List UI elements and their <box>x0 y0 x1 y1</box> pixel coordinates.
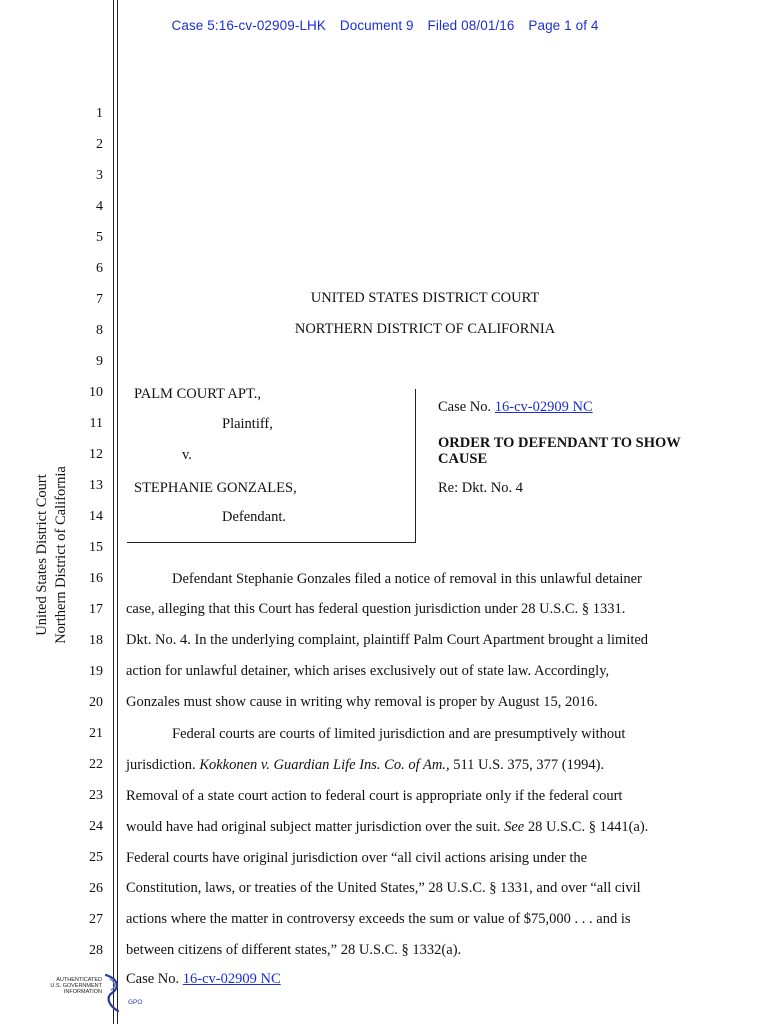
line-number: 21 <box>89 726 103 741</box>
side-caption-court: United States District Court <box>34 474 50 636</box>
body-line-22-cite: , 511 U.S. 375, 377 (1994). <box>445 757 605 773</box>
gpo-line-2: U.S. GOVERNMENT <box>50 983 102 989</box>
header-document: Document 9 <box>339 18 414 33</box>
gpo-line-3: INFORMATION <box>63 989 102 995</box>
body-line-24-text: would have had original subject matter jurisdiction over the suit. <box>126 819 505 835</box>
line-number: 23 <box>89 788 103 803</box>
line-number: 6 <box>96 261 103 276</box>
body-line-18: Dkt. No. 4. In the underlying complaint, plaintiff Palm Court Apartment brought a limited <box>126 632 649 648</box>
order-title-line1: ORDER TO DEFENDANT TO SHOW <box>438 435 681 451</box>
court-name: UNITED STATES DISTRICT COURT <box>310 290 540 306</box>
plaintiff-name: PALM COURT APT., <box>134 386 261 402</box>
body-line-23: Removal of a state court action to federal court is appropriate only if the federal court <box>126 788 623 804</box>
gpo-seal-text <box>44 977 102 995</box>
line-number: 22 <box>89 757 103 772</box>
margin-rule-left-inner <box>117 0 118 1024</box>
court-district: NORTHERN DISTRICT OF CALIFORNIA <box>294 321 556 337</box>
defendant-role: Defendant. <box>222 509 287 525</box>
plaintiff-role: Plaintiff, <box>222 416 273 432</box>
footer-case-number-label: Case No. <box>126 971 180 987</box>
line-number: 1 <box>96 106 103 121</box>
line-number: 26 <box>89 881 103 896</box>
line-number: 28 <box>89 943 103 958</box>
body-line-25: Federal courts have original jurisdiction over “all civil actions arising under the <box>126 850 588 866</box>
line-number: 12 <box>89 447 103 462</box>
line-number: 4 <box>96 199 103 214</box>
body-line-22 <box>126 757 604 774</box>
line-number: 27 <box>89 912 103 927</box>
gpo-authentication-seal <box>44 973 143 1013</box>
header-page-number: Page 1 of 4 <box>528 18 599 33</box>
gpo-line-1: AUTHENTICATED <box>56 977 102 983</box>
line-number: 7 <box>96 292 103 307</box>
line-number: 11 <box>89 416 103 431</box>
page-header <box>0 18 770 33</box>
line-number: 8 <box>96 323 103 338</box>
line-number: 16 <box>89 571 103 586</box>
line-number: 24 <box>89 819 103 834</box>
case-citation-kokkonen: Kokkonen v. Guardian Life Ins. Co. of Am. <box>199 757 446 773</box>
versus: v. <box>182 447 192 463</box>
line-number: 2 <box>96 137 103 152</box>
body-line-20: Gonzales must show cause in writing why removal is proper by August 15, 2016. <box>126 694 598 710</box>
body-line-21: Federal courts are courts of limited jurisdiction and are presumptively without <box>172 726 626 742</box>
body-line-17: case, alleging that this Court has federal question jurisdiction under 28 U.S.C. § 1331. <box>126 601 626 617</box>
line-number: 18 <box>89 633 103 648</box>
body-line-28: between citizens of different states,” 28 U.S.C. § 1332(a). <box>126 942 462 958</box>
line-number: 13 <box>89 478 103 493</box>
gpo-eagle-icon <box>102 973 128 1013</box>
body-line-27: actions where the matter in controversy exceeds the sum or value of $75,000 . . . and is <box>126 911 631 927</box>
body-line-19: action for unlawful detainer, which arises exclusively out of state law. Accordingly, <box>126 663 610 679</box>
margin-rule-left-outer <box>113 0 114 1024</box>
line-number: 10 <box>89 385 103 400</box>
caption-divider-horizontal <box>127 542 416 543</box>
line-number: 5 <box>96 230 103 245</box>
defendant-name: STEPHANIE GONZALES, <box>134 480 297 496</box>
header-filed-date: Filed 08/01/16 <box>427 18 515 33</box>
line-number: 17 <box>89 602 103 617</box>
case-number-link[interactable]: 16-cv-02909 NC <box>494 399 593 415</box>
signal-see: See <box>504 819 525 835</box>
line-number: 3 <box>96 168 103 183</box>
case-number-label: Case No. <box>438 399 492 415</box>
line-number: 9 <box>96 354 103 369</box>
body-line-24-cite: 28 U.S.C. § 1441(a). <box>524 819 649 835</box>
body-line-16: Defendant Stephanie Gonzales filed a notice of removal in this unlawful detainer <box>172 571 642 587</box>
caption-divider-vertical <box>415 389 416 543</box>
header-case-number: Case 5:16-cv-02909-LHK <box>171 18 327 33</box>
side-caption <box>33 435 71 675</box>
body-line-22-text: jurisdiction. <box>126 757 200 773</box>
footer-case-number <box>126 971 281 988</box>
body-line-24 <box>126 819 648 836</box>
case-number-line <box>438 399 593 416</box>
re-docket: Re: Dkt. No. 4 <box>438 480 523 496</box>
line-number: 14 <box>89 509 103 524</box>
footer-case-number-link[interactable]: 16-cv-02909 NC <box>182 971 281 987</box>
order-title-line2: CAUSE <box>438 451 488 467</box>
gpo-mark: GPO <box>128 999 143 1006</box>
line-number: 20 <box>89 695 103 710</box>
line-number: 19 <box>89 664 103 679</box>
line-number: 15 <box>89 540 103 555</box>
line-number: 25 <box>89 850 103 865</box>
side-caption-district: Northern District of California <box>53 466 69 644</box>
body-line-26: Constitution, laws, or treaties of the United States,” 28 U.S.C. § 1331, and over “all civil <box>126 880 641 896</box>
